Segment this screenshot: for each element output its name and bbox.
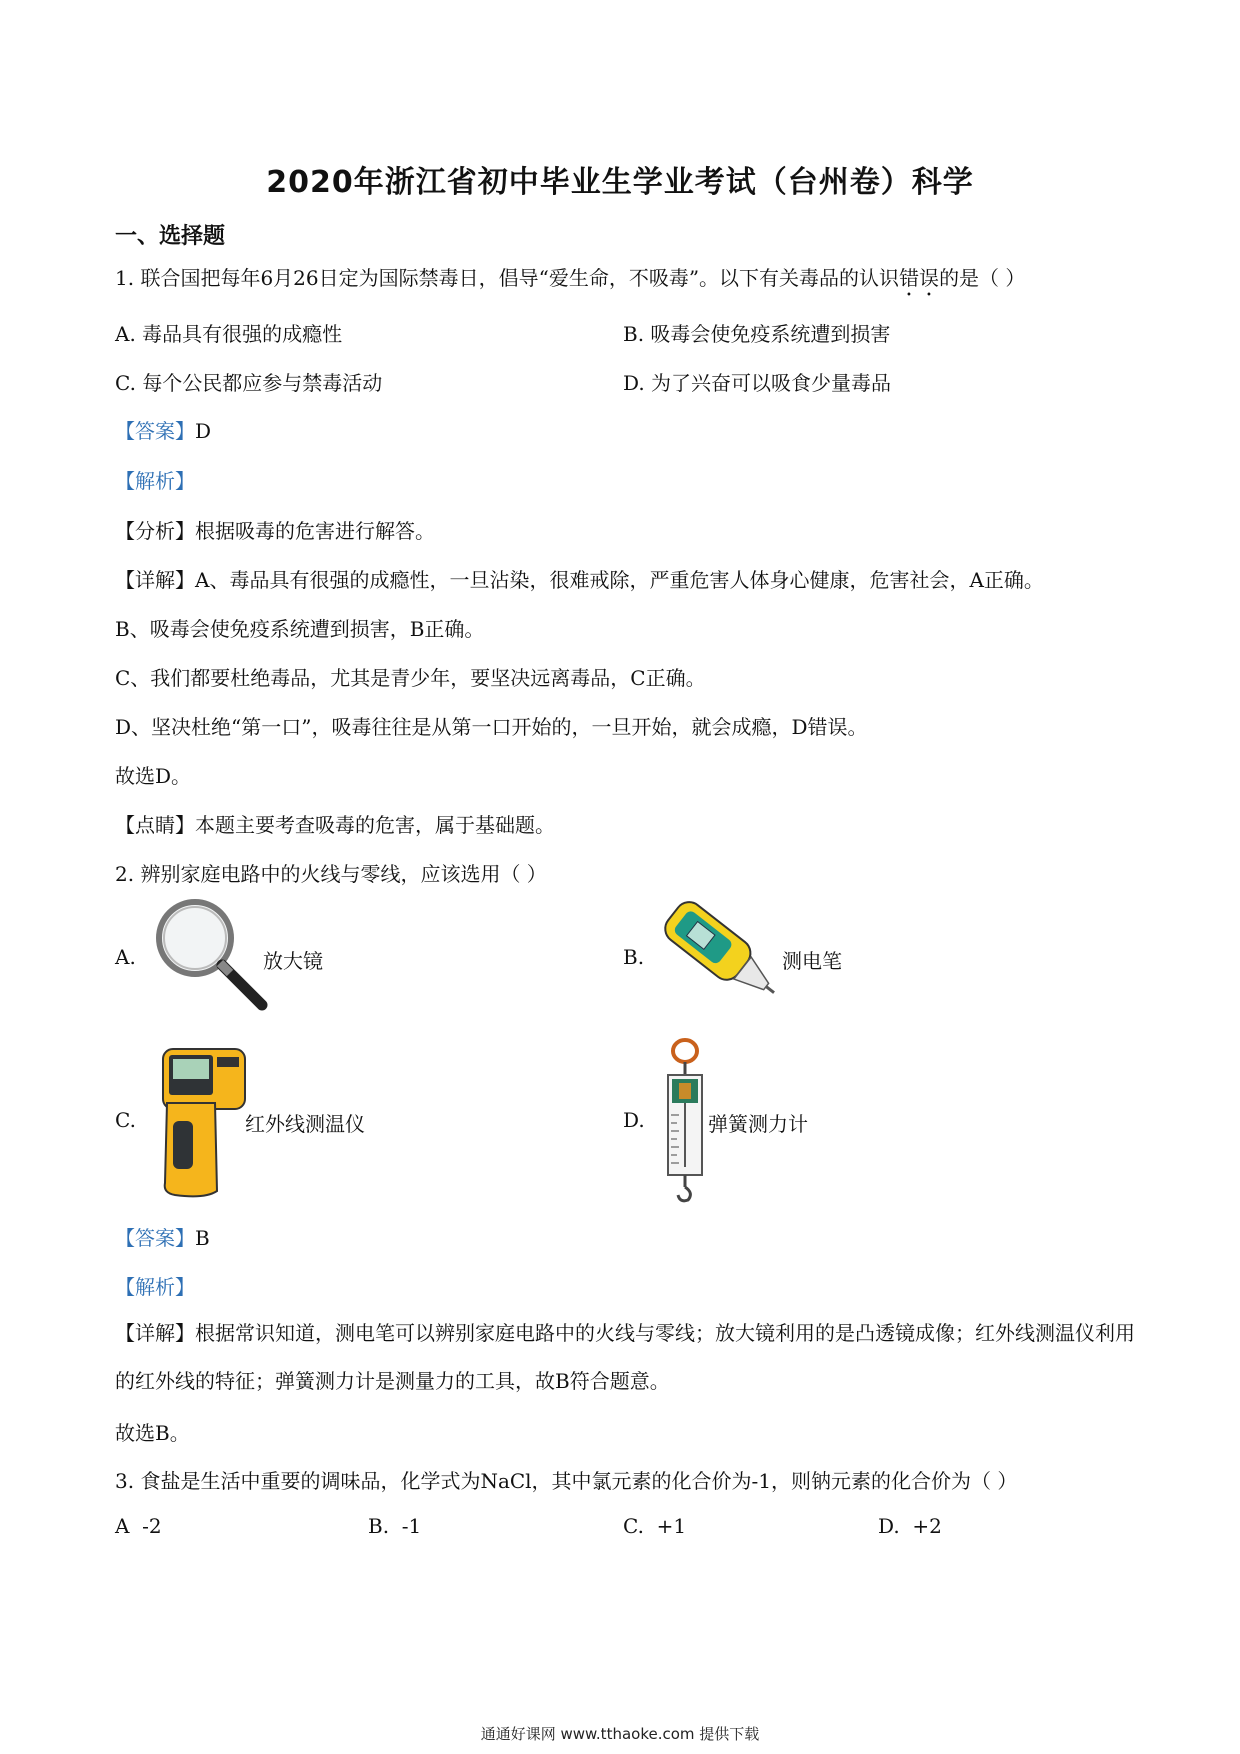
q1-option-a: A. 毒品具有很强的成瘾性 xyxy=(115,322,343,346)
q2-option-a-letter: A. xyxy=(115,945,136,969)
spring-scale-icon xyxy=(660,1037,710,1203)
infrared-thermometer-icon xyxy=(155,1043,250,1203)
q3-option-c: C. +1 xyxy=(623,1514,687,1538)
q1-option-c: C. 每个公民都应参与禁毒活动 xyxy=(115,371,383,395)
q3-option-a: A -2 xyxy=(115,1514,162,1538)
q1-option-d: D. 为了兴奋可以吸食少量毒品 xyxy=(623,371,892,395)
q2-option-b-letter: B. xyxy=(623,945,645,969)
emphasis-text: 错误 xyxy=(899,266,940,290)
q1-detail-line: 【详解】A、毒品具有很强的成瘾性，一旦沾染，很难戒除，严重危害人体身心健康，危害社会，A正确。 xyxy=(115,568,1044,592)
q2-option-c-letter: C. xyxy=(115,1108,136,1132)
q2-option-d-label: 弹簧测力计 xyxy=(708,1112,808,1136)
question-2-stem: 2. 辨别家庭电路中的火线与零线，应该选用（ ） xyxy=(115,862,547,886)
q2-option-c-label: 红外线测温仪 xyxy=(245,1112,365,1136)
q2-conclusion: 故选B。 xyxy=(115,1421,190,1445)
q2-answer: 【答案】B xyxy=(115,1226,210,1250)
q1-dianjing: 【点睛】本题主要考查吸毒的危害，属于基础题。 xyxy=(115,813,555,837)
q1-option-b: B. 吸毒会使免疫系统遭到损害 xyxy=(623,322,891,346)
q1-detail-line: D、坚决杜绝“第一口”，吸毒往往是从第一口开始的，一旦开始，就会成瘾，D错误。 xyxy=(115,715,868,739)
q1-detail-line: C、我们都要杜绝毒品，尤其是青少年，要坚决远离毒品，C正确。 xyxy=(115,666,706,690)
q2-analysis-label: 【解析】 xyxy=(115,1275,195,1299)
q1-answer: 【答案】D xyxy=(115,419,212,443)
q3-option-d: D. +2 xyxy=(878,1514,942,1538)
q1-conclusion: 故选D。 xyxy=(115,764,192,788)
q1-fenxi: 【分析】根据吸毒的危害进行解答。 xyxy=(115,519,435,543)
q1-detail-line: B、吸毒会使免疫系统遭到损害，B正确。 xyxy=(115,617,485,641)
q3-option-b: B. -1 xyxy=(368,1514,422,1538)
question-1-stem: 1. 联合国把每年6月26日定为国际禁毒日，倡导“爱生命，不吸毒”。以下有关毒品的认识错误的是（ ） xyxy=(115,266,1026,290)
q2-detail: 【详解】根据常识知道，测电笔可以辨别家庭电路中的火线与零线；放大镜利用的是凸透镜成像；红外线测温仪利用的红外线的特征；弹簧测力计是测量力的工具，故B符合题意。 xyxy=(115,1321,1135,1393)
page-title: 2020年浙江省初中毕业生学业考试（台州卷）科学 xyxy=(266,165,974,200)
magnifier-icon xyxy=(150,893,270,1013)
q2-option-b-label: 测电笔 xyxy=(782,949,842,973)
test-pen-icon xyxy=(660,888,780,1018)
q2-option-d-letter: D. xyxy=(623,1108,645,1132)
q1-analysis-label: 【解析】 xyxy=(115,469,195,493)
q2-option-a-label: 放大镜 xyxy=(263,949,323,973)
page-footer: 通通好课网 www.tthaoke.com 提供下载 xyxy=(480,1725,760,1743)
section-heading: 一、选择题 xyxy=(115,224,226,249)
question-3-stem: 3. 食盐是生活中重要的调味品，化学式为NaCl，其中氯元素的化合价为-1，则钠元素的化合价为（ ） xyxy=(115,1469,1018,1493)
